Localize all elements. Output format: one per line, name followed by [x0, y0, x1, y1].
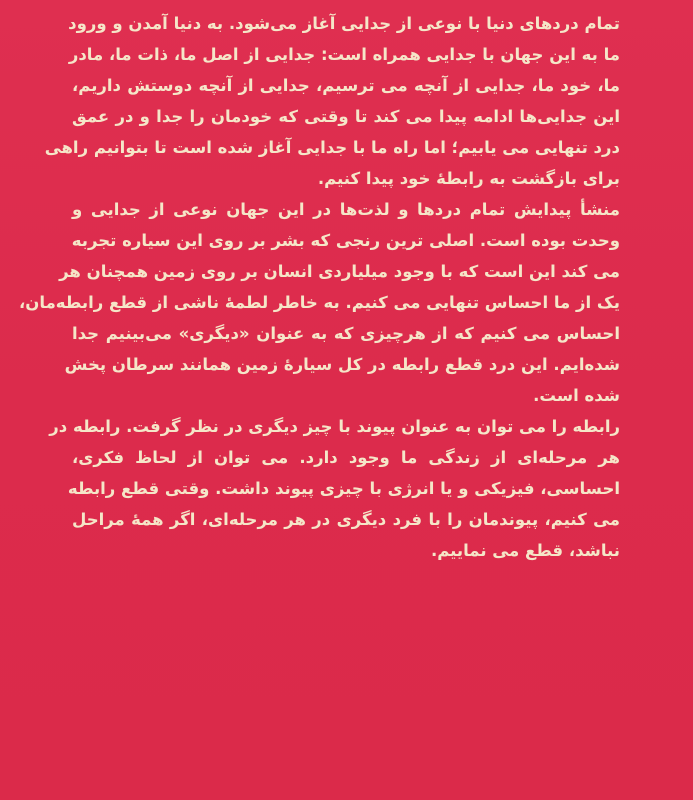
text-line: ما، خود ما، جدایی از آنچه می ترسیم، جدایی از آنچه دوستش داریم،	[72, 76, 620, 95]
text-line: منشأ پیدایش تمام دردها و لذت‌ها در این جهان نوعی از جدایی و	[72, 200, 620, 219]
text-line: درد تنهایی می یابیم؛ اما راه ما با جدایی آغاز شده است تا بتوانیم راهی	[44, 138, 620, 157]
text-line: نباشد، قطع می نماییم.	[430, 541, 620, 560]
text-line: شده‌ایم. این درد قطع رابطه در کل سیارهٔ زمین همانند سرطان پخش	[64, 355, 620, 374]
text-line: ما به این جهان با جدایی همراه است: جدایی از اصل ما، ذات ما، مادر	[68, 45, 620, 64]
text-line: برای بازگشت به رابطهٔ خود پیدا کنیم.	[317, 169, 620, 188]
text-line: می کند این است که با وجود میلیاردی انسان بر روی زمین همچنان هر	[59, 262, 620, 281]
text-line: تمام دردهای دنیا با نوعی از جدایی آغاز می‌شود. به دنیا آمدن و ورود	[68, 14, 620, 33]
text-line: یک از ما احساس تنهایی می کنیم. به خاطر لطمهٔ ناشی از قطع رابطه‌مان،	[19, 293, 620, 312]
text-line: احساسی، فیزیکی و یا انرژی با چیزی پیوند داشت. وقتی قطع رابطه	[67, 479, 620, 498]
text-line: شده است.	[533, 386, 620, 405]
paragraph-3	[49, 411, 620, 566]
paragraph-2	[19, 194, 620, 411]
text-line: این جدایی‌ها ادامه پیدا می کند تا وقتی که خودمان را جدا و در عمق	[72, 107, 620, 126]
text-line: وحدت بوده است. اصلی ترین رنجی که بشر بر روی این سیاره تجربه	[71, 231, 620, 250]
paragraph-1	[44, 8, 620, 194]
text-line: رابطه را می توان به عنوان پیوند با چیز دیگری در نظر گرفت. رابطه در	[49, 417, 620, 436]
text-line: می کنیم، پیوندمان را با فرد دیگری در هر مرحله‌ای، اگر همهٔ مراحل	[72, 510, 620, 529]
body-text	[19, 8, 620, 566]
text-line: هر مرحله‌ای از زندگی ما وجود دارد. می توان از لحاظ فکری،	[72, 448, 620, 467]
text-line: احساس می کنیم که از هرچیزی که به عنوان «دیگری» می‌بینیم جدا	[72, 324, 620, 343]
